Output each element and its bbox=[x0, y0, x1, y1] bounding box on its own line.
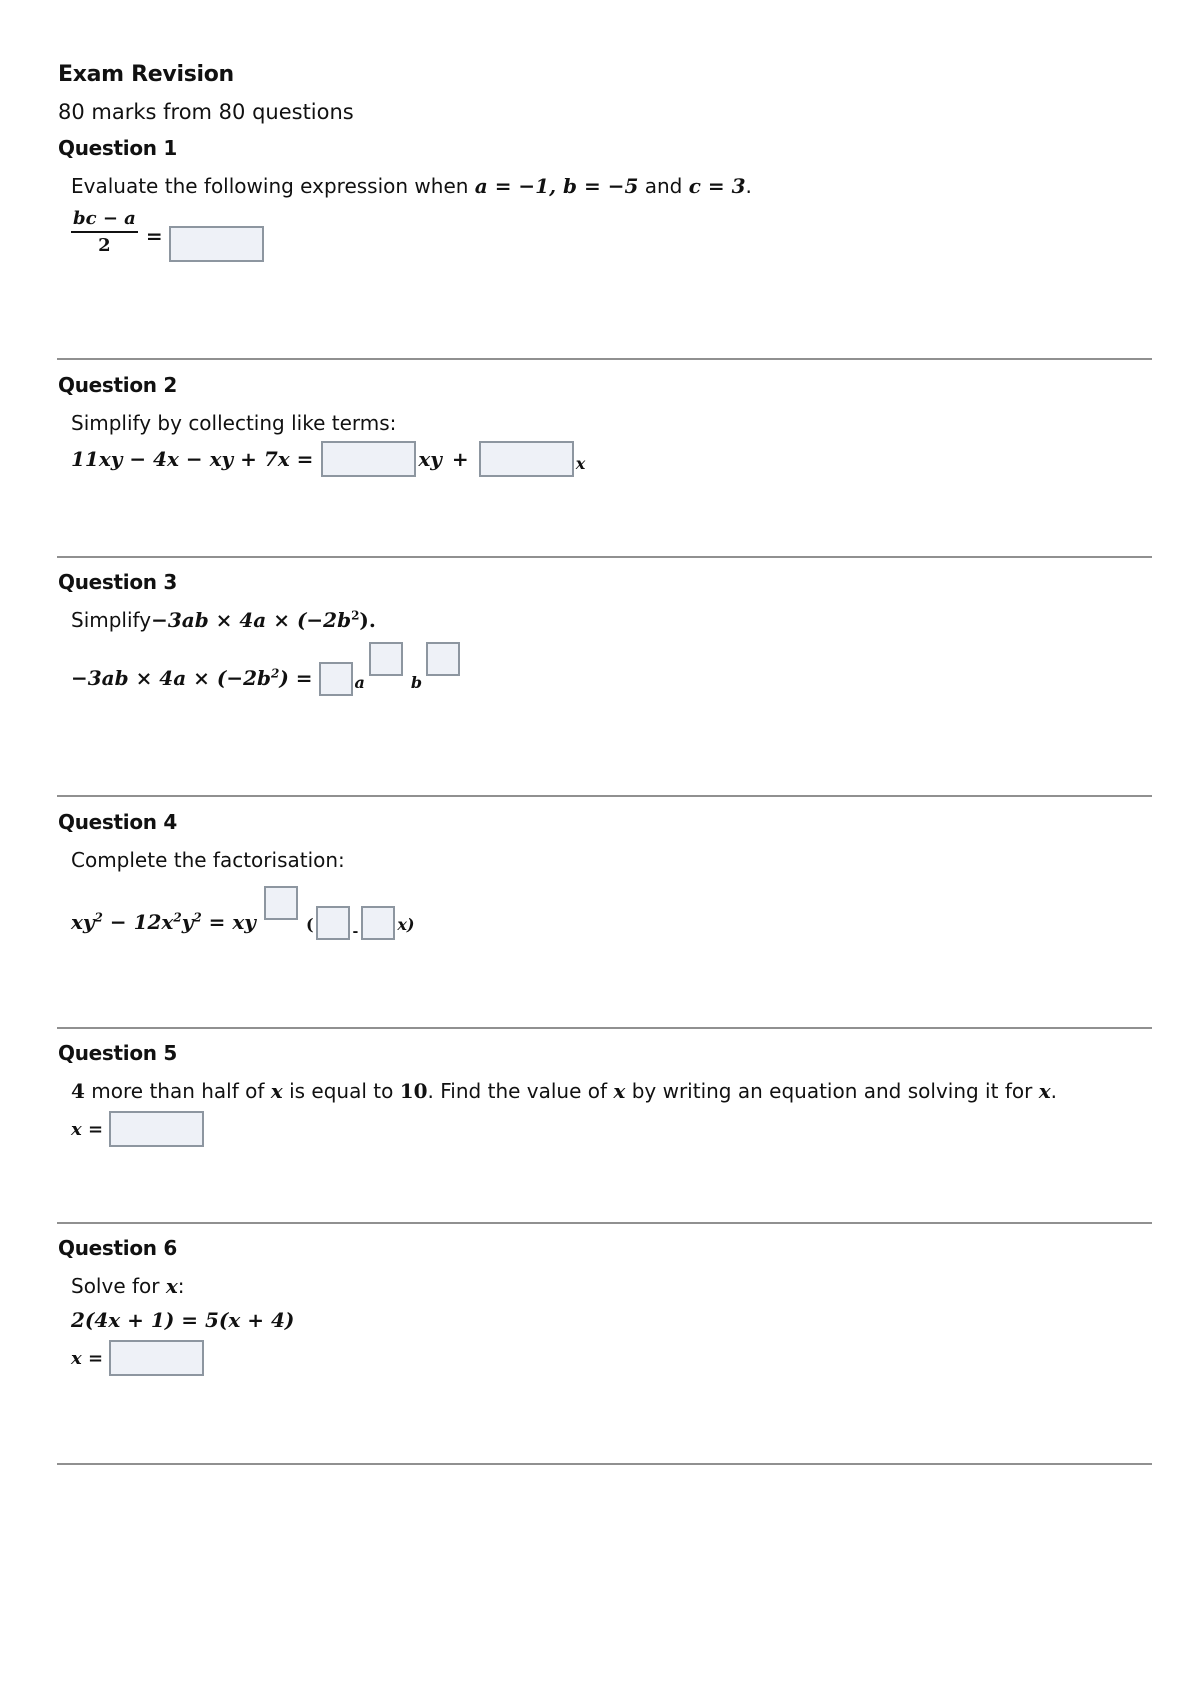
question-heading: Question 5 bbox=[58, 1041, 177, 1065]
answer-input-xy[interactable] bbox=[321, 441, 416, 477]
exponent-a-input[interactable] bbox=[369, 642, 403, 676]
answer-row bbox=[71, 886, 1152, 942]
exponent-b-input[interactable] bbox=[426, 642, 460, 676]
question-prompt: Simplify−3ab × $4a \times (-2b^2)$. bbox=[71, 608, 376, 632]
question-body bbox=[71, 1079, 1152, 1147]
term-xy: xy bbox=[418, 447, 442, 471]
coefficient-input[interactable] bbox=[319, 662, 353, 696]
answer-input[interactable] bbox=[109, 1111, 204, 1147]
question-prompt: 4 more than half of x is equal to 10. Find the value of x by writing an equation and solving it for x. bbox=[71, 1079, 1057, 1103]
page-subtitle: 80 marks from 80 questions bbox=[58, 100, 354, 124]
question-3 bbox=[58, 570, 1152, 698]
fraction bbox=[71, 208, 138, 256]
term-x: x bbox=[575, 453, 586, 473]
answer-input[interactable] bbox=[109, 1340, 204, 1376]
variable-a: a bbox=[354, 673, 365, 692]
answer-row bbox=[71, 1111, 1152, 1147]
answer-input[interactable] bbox=[169, 226, 264, 262]
fraction-denominator: 2 bbox=[98, 235, 111, 256]
fraction-numerator: bc − a bbox=[71, 208, 138, 233]
question-2 bbox=[58, 373, 1152, 477]
open-paren: ( bbox=[305, 915, 314, 934]
expression-lhs: 11xy − 4x − xy + 7x = bbox=[71, 447, 314, 471]
question-prompt: Evaluate the following expression when a = −1, b = −5 and c = 3. bbox=[71, 174, 752, 198]
question-body bbox=[71, 1274, 1152, 1376]
divider bbox=[57, 1027, 1152, 1029]
question-body bbox=[71, 608, 1152, 698]
question-heading: Question 4 bbox=[58, 810, 177, 834]
variable-b: b bbox=[410, 673, 423, 692]
minus-sign: - bbox=[352, 924, 359, 940]
question-5 bbox=[58, 1041, 1152, 1147]
plus-sign: + bbox=[451, 447, 469, 471]
bracket-term-2-input[interactable] bbox=[361, 906, 395, 940]
expression-lhs: $xy^2 - 12x^2y^2$ = xy bbox=[71, 910, 256, 934]
answer-row bbox=[71, 441, 1152, 477]
question-1 bbox=[58, 136, 1152, 256]
question-6 bbox=[58, 1236, 1152, 1376]
common-factor-exponent-input[interactable] bbox=[264, 886, 298, 920]
question-prompt: Simplify by collecting like terms: bbox=[71, 411, 397, 435]
answer-row bbox=[71, 1340, 1152, 1376]
answer-label: x = bbox=[71, 1347, 104, 1369]
equation-row bbox=[71, 1308, 1152, 1332]
answer-row bbox=[71, 208, 1152, 256]
answer-label: x = bbox=[71, 1118, 104, 1140]
expression-lhs: $-3ab \times 4a \times (-2b^2)$ = bbox=[71, 666, 313, 690]
question-heading: Question 2 bbox=[58, 373, 177, 397]
question-4 bbox=[58, 810, 1152, 942]
question-heading: Question 6 bbox=[58, 1236, 177, 1260]
divider bbox=[57, 1463, 1152, 1465]
question-body bbox=[71, 848, 1152, 942]
divider bbox=[57, 556, 1152, 558]
question-body bbox=[71, 174, 1152, 256]
equation: 2(4x + 1) = 5(x + 4) bbox=[71, 1308, 295, 1332]
question-prompt: Complete the factorisation: bbox=[71, 848, 345, 872]
divider bbox=[57, 1222, 1152, 1224]
question-body bbox=[71, 411, 1152, 477]
bracket-term-1-input[interactable] bbox=[316, 906, 350, 940]
equals-sign: = bbox=[145, 224, 163, 248]
question-heading: Question 1 bbox=[58, 136, 177, 160]
question-heading: Question 3 bbox=[58, 570, 177, 594]
answer-row bbox=[71, 642, 1152, 698]
answer-input-x[interactable] bbox=[479, 441, 574, 477]
page-title: Exam Revision bbox=[58, 62, 234, 87]
question-prompt: Solve for x: bbox=[71, 1274, 185, 1298]
divider bbox=[57, 795, 1152, 797]
close-term: x) bbox=[397, 915, 415, 934]
divider bbox=[57, 358, 1152, 360]
